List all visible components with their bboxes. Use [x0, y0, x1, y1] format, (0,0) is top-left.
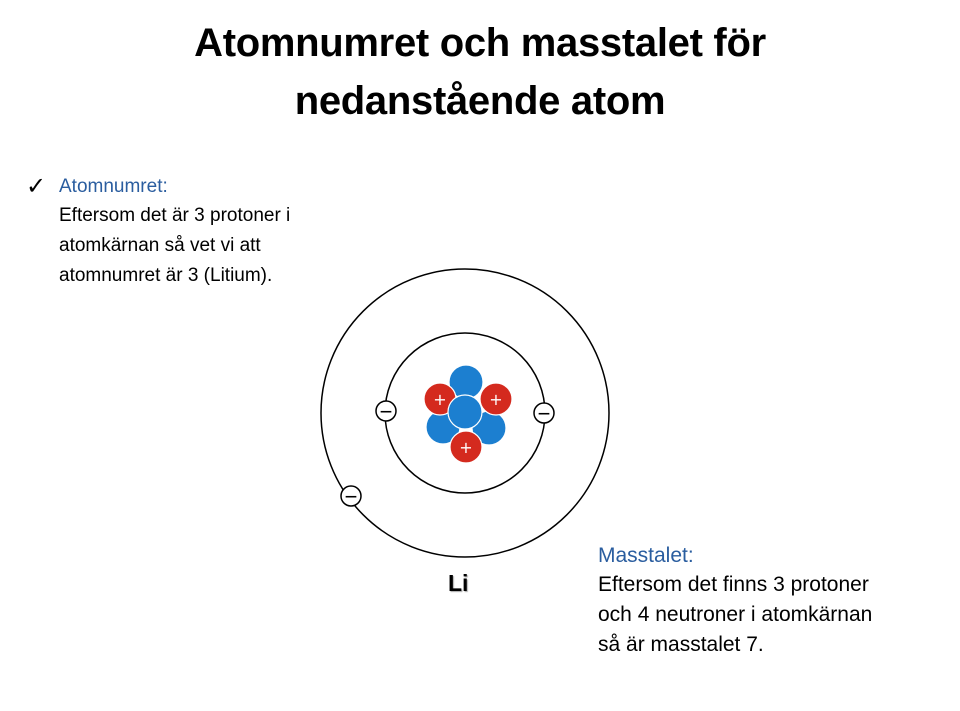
element-symbol: Li	[448, 570, 469, 596]
proton-sign: +	[433, 390, 447, 409]
electron-sign: —	[345, 489, 357, 503]
mass-number-heading: Masstalet:	[598, 544, 694, 567]
mass-number-line-1: Eftersom det finns 3 protoner	[598, 573, 869, 596]
mass-number-line-2: och 4 neutroner i atomkärnan	[598, 603, 873, 626]
atomic-number-line-3: atomnumret är 3 (Litium).	[59, 265, 273, 286]
atomic-number-line-1: Eftersom det är 3 protoner i	[59, 205, 291, 226]
atomic-number-heading: Atomnumret:	[59, 176, 168, 197]
atomic-number-line-2: atomkärnan så vet vi att	[59, 235, 261, 256]
neutron	[448, 395, 482, 429]
mass-number-text	[598, 570, 948, 660]
title-line-1: Atomnumret och masstalet för	[194, 21, 766, 65]
proton-sign: +	[459, 438, 473, 457]
mass-number-section	[598, 542, 948, 660]
title-line-2: nedanstående atom	[294, 79, 666, 123]
proton-sign: +	[489, 390, 503, 409]
electron-sign: —	[380, 404, 392, 418]
check-icon: ✓	[26, 172, 47, 200]
electron-sign: —	[538, 406, 550, 420]
mass-number-line-3: så är masstalet 7.	[598, 633, 764, 656]
